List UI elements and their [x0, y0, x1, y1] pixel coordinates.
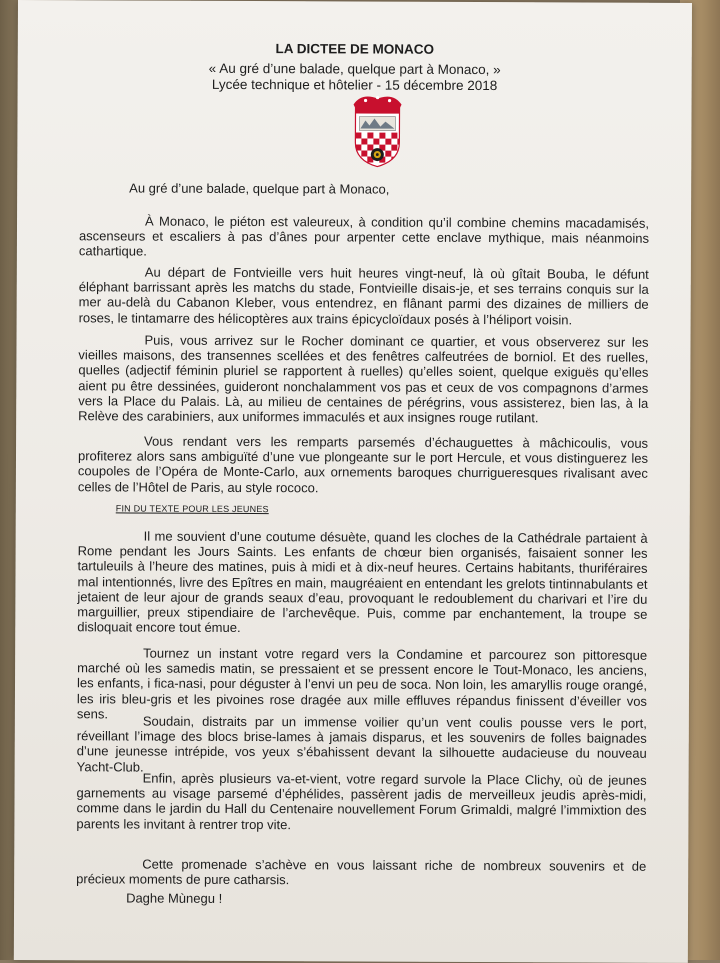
paragraph: À Monaco, le piéton est valeureux, à condition qu’il combine chemins macadamisés, ascenseurs et escaliers à pas d’ânes pour arpenter cette enclave mythique, mais néanmoins cathartique. — [78, 213, 650, 259]
paragraph: Vous rendant vers les remparts parsemés d’échauguettes à mâchicoulis, vous profiterez alors sans ambiguïté d’une vue plongeante sur le port Hercule, et vous distinguerez les coupoles de l’Opéra de Monte-Carlo, aux ornements baroques churrigueresques rivalisant avec celles de l’Hôtel de Paris, au style rococo. — [77, 433, 649, 495]
paragraph: Puis, vous arrivez sur le Rocher dominant ce quartier, et vous observerez sur les vieilles maisons, des transennes scellées et des fenêtres calfeutrées de borniol. Et des ruelles, quelles (adjectif féminin pluriel se rapportent à ruelles) qu’elles soient, quelque exiguës qu’elles aient pu être dessinées, guideront nonchalamment vos pas et ceux de vos compagnons d’armes vers la Place du Palais. Là, au milieu de centaines de pérégrins, vous assisterez, bien las, à la Relève des carabiniers, aux uniformes immaculés et aux insignes rouge rutilant. — [78, 332, 649, 426]
paragraph: Cette promenade s’achève en vous laissant riche de nombreux souvenirs et de précieux moments de pure catharsis. — [76, 856, 647, 888]
paragraph: Tournez un instant votre regard vers la Condamine et parcourez son pittoresque marché où les samedis matin, se pressaient et se pressent encore le Tout-Monaco, les anciens, les enfants, i fica-nasi, pour déguster à l’envi un peu de soca. Non loin, les amaryllis rouge orangé, les iris bleu-gris et les pivoines rose dragée aux mille effluves répandus finissent d’éveiller vos sens. — [76, 645, 648, 722]
document-subtitle: « Au gré d’une balade, quelque part à Monaco, » — [208, 60, 501, 78]
signoff: Daghe Mùnegu ! — [126, 890, 223, 906]
paragraph: Au départ de Fontvieille vers huit heures vingt-neuf, là où gîtait Bouba, le défunt éléphant barrissant après les matchs du stade, Fontvieille disais-je, et ses terrains conquis sur la mer au-delà du Cabanon Kleber, vous entendrez, en flânant parmi des dizaines de milliers de roses, le tintamarre des hélicoptères aux trains épicycloïdaux posés à l’héliport voisin. — [78, 264, 649, 328]
document-page — [14, 0, 692, 963]
section-note: FIN DU TEXTE POUR LES JEUNES — [115, 503, 269, 515]
paragraph: Il me souvient d’une coutume désuète, quand les cloches de la Cathédrale partaient à Rome pendant les Jours Saints. Les enfants de chœur bien organisés, faisaient sonner les tartuleuils à l’heure des matines, puis à midi et à dix-neuf heures. Certains habitants, thuriféraires mal intentionnés, livre des Epîtres en main, maugréaient en entendant les grelots tintinnabulants et jetaient de leur ajour de grands seaux d’eau, provoquant le redoublement du charivari et l’ire du marguillier, preux stipendiaire de l’archevêque. Puis, comme par enchantement, la troupe se disloquait encore tout émue. — [77, 528, 648, 636]
document-venue-date: Lycée technique et hôtelier - 15 décembre 2018 — [211, 76, 498, 94]
paragraph: Soudain, distraits par un immense voilier qu’un vent coulis pousse vers le port, réveillant l’image des blocs brise-lames à jamais disparus, et les souvenirs de folles baignades d’une jeunesse intrépide, vos yeux s’ébahissent devant la silhouette audacieuse du nouveau Yacht-Club. — [76, 713, 647, 775]
rotary-club-monaco-crest-icon — [351, 92, 403, 168]
document-title: LA DICTEE DE MONACO — [275, 41, 435, 57]
greeting-line: Au gré d’une balade, quelque part à Monaco, — [129, 180, 390, 197]
paragraph: Enfin, après plusieurs va-et-vient, votre regard survole la Place Clichy, où de jeunes garnements au visage parsemé d’éphélides, passèrent jadis de merveilleux jeudis après-midi, comme dans le jardin du Hall du Centenaire nouvellement Forum Grimaldi, malgré l’immixtion des parents les invitant à rentrer trop vite. — [76, 770, 647, 832]
